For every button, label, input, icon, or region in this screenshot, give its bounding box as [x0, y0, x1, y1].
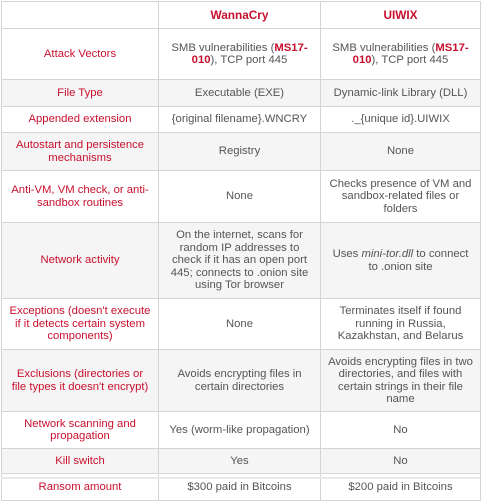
row-network-scanning — [2, 412, 481, 449]
row-label: Network scanning and propagation — [2, 412, 159, 449]
uiwix-cell — [321, 29, 481, 80]
uiwix-cell: Terminates itself if found running in Russia, Kazakhstan, and Belarus — [321, 299, 481, 350]
wannacry-cell: Executable (EXE) — [159, 80, 321, 107]
row-anti-vm — [2, 171, 481, 223]
comparison-table — [1, 1, 481, 501]
row-label: Autostart and persistence mechanisms — [2, 133, 159, 171]
wannacry-cell: None — [159, 171, 321, 223]
row-label: Kill switch — [2, 449, 159, 474]
ms17-010-link[interactable]: MS17-010 — [191, 41, 308, 66]
uiwix-cell: No — [321, 449, 481, 474]
row-file-type — [2, 80, 481, 107]
uiwix-cell: $200 paid in Bitcoins — [321, 474, 481, 501]
cell-text: ), TCP port 445 — [371, 54, 449, 66]
row-label: Exclusions (directories or file types it doesn't encrypt) — [2, 350, 159, 412]
cell-text: SMB vulnerabilities ( — [332, 41, 436, 54]
row-appended-extension — [2, 107, 481, 133]
row-label: Ransom amount — [2, 474, 159, 501]
uiwix-cell: Checks presence of VM and sandbox-related files or folders — [321, 171, 481, 223]
cell-text: Uses — [332, 248, 362, 260]
row-label: Appended extension — [2, 107, 159, 133]
wannacry-cell: {original filename}.WNCRY — [159, 107, 321, 133]
row-autostart — [2, 133, 481, 171]
wannacry-cell: Yes — [159, 449, 321, 474]
wannacry-cell: On the internet, scans for random IP addresses to check if it has an open port 445; connects to .onion site using Tor browser — [159, 223, 321, 299]
row-kill-switch — [2, 449, 481, 474]
wannacry-cell: Yes (worm-like propagation) — [159, 412, 321, 449]
row-exclusions — [2, 350, 481, 412]
wannacry-cell: Registry — [159, 133, 321, 171]
bottom-divider — [1, 477, 480, 479]
row-label: Anti-VM, VM check, or anti-sandbox routines — [2, 171, 159, 223]
uiwix-cell: ._{unique id}.UIWIX — [321, 107, 481, 133]
uiwix-cell: None — [321, 133, 481, 171]
cell-text: to connect to .onion site — [368, 248, 469, 273]
wannacry-cell: Avoids encrypting files in certain directories — [159, 350, 321, 412]
row-label: Network activity — [2, 223, 159, 299]
wannacry-cell: $300 paid in Bitcoins — [159, 474, 321, 501]
cell-text: SMB vulnerabilities ( — [171, 41, 275, 54]
header-blank — [2, 2, 159, 29]
row-label: Attack Vectors — [2, 29, 159, 80]
ms17-010-link[interactable]: MS17-010 — [352, 41, 469, 66]
uiwix-cell: No — [321, 412, 481, 449]
header-wannacry: WannaCry — [159, 2, 321, 29]
wannacry-cell: None — [159, 299, 321, 350]
row-label: Exceptions (doesn't execute if it detects certain system components) — [2, 299, 159, 350]
header-uiwix: UIWIX — [321, 2, 481, 29]
wannacry-cell — [159, 29, 321, 80]
dll-name: mini-tor.dll — [361, 248, 414, 260]
uiwix-cell: Avoids encrypting files in two directories, and files with certain strings in their file name — [321, 350, 481, 412]
row-label: File Type — [2, 80, 159, 107]
header-row — [2, 2, 481, 29]
uiwix-cell: Dynamic-link Library (DLL) — [321, 80, 481, 107]
row-network-activity — [2, 223, 481, 299]
uiwix-cell — [321, 223, 481, 299]
row-attack-vectors — [2, 29, 481, 80]
cell-text: ), TCP port 445 — [210, 54, 288, 66]
row-exceptions — [2, 299, 481, 350]
